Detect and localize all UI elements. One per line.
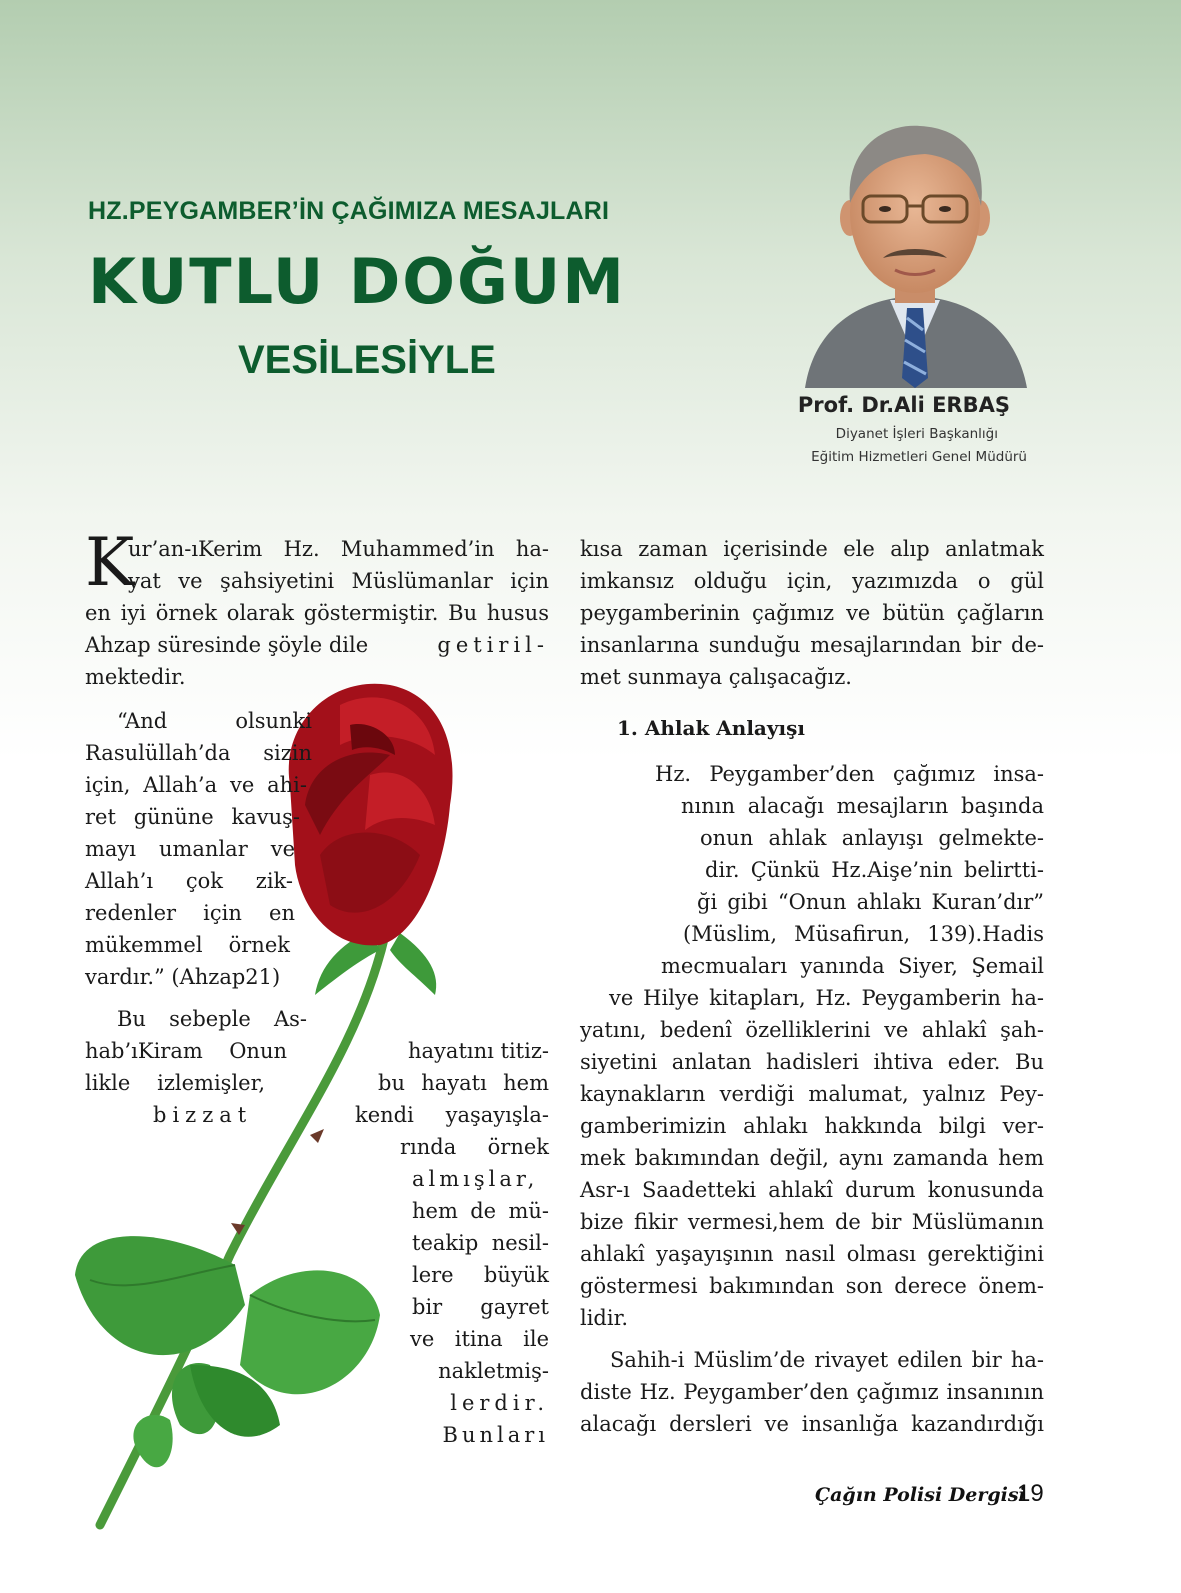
mid-para-line: rında örnek — [400, 1135, 549, 1159]
author-name: Prof. Dr.Ali ERBAŞ — [797, 393, 1010, 417]
mid-para-line: Bunları — [442, 1423, 549, 1447]
section-line: ahlakî yaşayışının nasıl olması gerektiğini — [580, 1242, 1044, 1266]
quote-line: “And olsunki — [117, 709, 312, 733]
section-line: onun ahlak anlayışı gelmekte- — [700, 826, 1044, 850]
section-line: ği gibi “Onun ahlakı Kuran’dır” — [697, 890, 1044, 914]
mid-para-line: hem de mü- — [412, 1199, 549, 1223]
section-line: göstermesi bakımından son derece önem- — [580, 1274, 1044, 1298]
section-line: Hz. Peygamber’den çağımız insa- — [655, 762, 1044, 786]
left-para-line: Bu sebeple As- — [117, 1007, 307, 1031]
section-line: yatını, bedenî özelliklerini ve ahlakî şah- — [580, 1018, 1044, 1042]
intro-line: mektedir. — [85, 665, 186, 689]
quote-line: için, Allah’a ve ahi- — [85, 773, 307, 797]
last-para-line: alacağı dersleri ve insanlığa kazandırdığı — [580, 1412, 1044, 1436]
author-portrait — [795, 108, 1035, 388]
author-role-line1: Diyanet İşleri Başkanlığı — [835, 426, 998, 442]
mid-para-line: lerdir. — [450, 1391, 549, 1415]
intro-line: Ahzap süresinde şöyle dile — [85, 633, 369, 657]
mid-para-line: bir gayret — [412, 1295, 549, 1319]
section-line: nının alacağı mesajların başında — [681, 794, 1044, 818]
intro-line: en iyi örnek olarak göstermiştir. Bu husus — [85, 601, 549, 625]
quote-line: vardır.” (Ahzap21) — [85, 965, 281, 989]
section-line: gamberimizin ahlakı hakkında bilgi ver- — [580, 1114, 1044, 1138]
left-para-line: hab’ıKiram Onun — [85, 1039, 287, 1063]
last-para-line: Sahih-i Müslim’de rivayet edilen bir ha- — [610, 1348, 1044, 1372]
section-line: lidir. — [580, 1306, 628, 1330]
quote-line: mayı umanlar ve — [85, 837, 295, 861]
section-line: kaynakların verdiği malumat, yalnız Pey- — [580, 1082, 1044, 1106]
intro-line: getiril- — [437, 633, 549, 657]
article-kicker: HZ.PEYGAMBER’İN ÇAĞIMIZA MESAJLARI — [88, 197, 610, 225]
quote-line: mükemmel örnek — [85, 933, 290, 957]
mid-para-line: hayatını titiz- — [408, 1039, 549, 1063]
mid-para-line: almışlar, — [412, 1167, 539, 1191]
section-line: ve Hilye kitapları, Hz. Peygamberin ha- — [609, 986, 1044, 1010]
right-line: peygamberinin çağımız ve bütün çağların — [580, 601, 1044, 625]
mid-para-line: bu hayatı hem — [378, 1071, 549, 1095]
section-line: dir. Çünkü Hz.Aişe’nin belirtti- — [705, 858, 1044, 882]
quote-line: Rasulüllah’da sizin — [85, 741, 312, 765]
right-line: insanlarına sunduğu mesajlarından bir de- — [580, 633, 1044, 657]
page-number: 19 — [1017, 1480, 1044, 1507]
section-line: bize fikir vermesi,hem de bir Müslümanın — [580, 1210, 1044, 1234]
left-para-line: likle izlemişler, — [85, 1071, 265, 1095]
article-subtitle: VESİLESİYLE — [238, 338, 496, 382]
section-line: siyetini anlatan hadisleri ihtiva eder. Bu — [580, 1050, 1044, 1074]
mid-para-line: teakip nesil- — [412, 1231, 549, 1255]
section-line: (Müslim, Müsafirun, 139).Hadis — [683, 922, 1044, 946]
drop-cap: K — [85, 524, 135, 601]
quote-line: redenler için en — [85, 901, 295, 925]
mid-para-line: nakletmiş- — [438, 1359, 549, 1383]
intro-line: yat ve şahsiyetini Müslümanlar için — [128, 569, 549, 593]
quote-line: ret gününe kavuş- — [85, 805, 300, 829]
magazine-name: Çağın Polisi Dergisi — [815, 1484, 1026, 1506]
section-heading: 1. Ahlak Anlayışı — [617, 716, 805, 740]
mid-para-line: kendi yaşayışla- — [355, 1103, 549, 1127]
mid-para-line: ve itina ile — [410, 1327, 549, 1351]
section-line: mecmuaları yanında Siyer, Şemail — [661, 954, 1044, 978]
left-para-line: bizzat — [153, 1103, 253, 1127]
article-title: KUTLU DOĞUM — [88, 245, 626, 318]
quote-line: Allah’ı çok zik- — [85, 869, 293, 893]
section-line: mek bakımından değil, aynı zamanda hem — [580, 1146, 1044, 1170]
author-role-line2: Eğitim Hizmetleri Genel Müdürü — [811, 449, 1027, 465]
right-line: met sunmaya çalışacağız. — [580, 665, 852, 689]
section-line: Asr-ı Saadetteki ahlakî durum konusunda — [580, 1178, 1044, 1202]
last-para-line: diste Hz. Peygamber’den çağımız insanının — [580, 1380, 1044, 1404]
right-line: imkansız olduğu için, yazımızda o gül — [580, 569, 1044, 593]
mid-para-line: lere büyük — [412, 1263, 549, 1287]
right-line: kısa zaman içerisinde ele alıp anlatmak — [580, 537, 1044, 561]
intro-line: ur’an-ıKerim Hz. Muhammed’in ha- — [128, 537, 549, 561]
